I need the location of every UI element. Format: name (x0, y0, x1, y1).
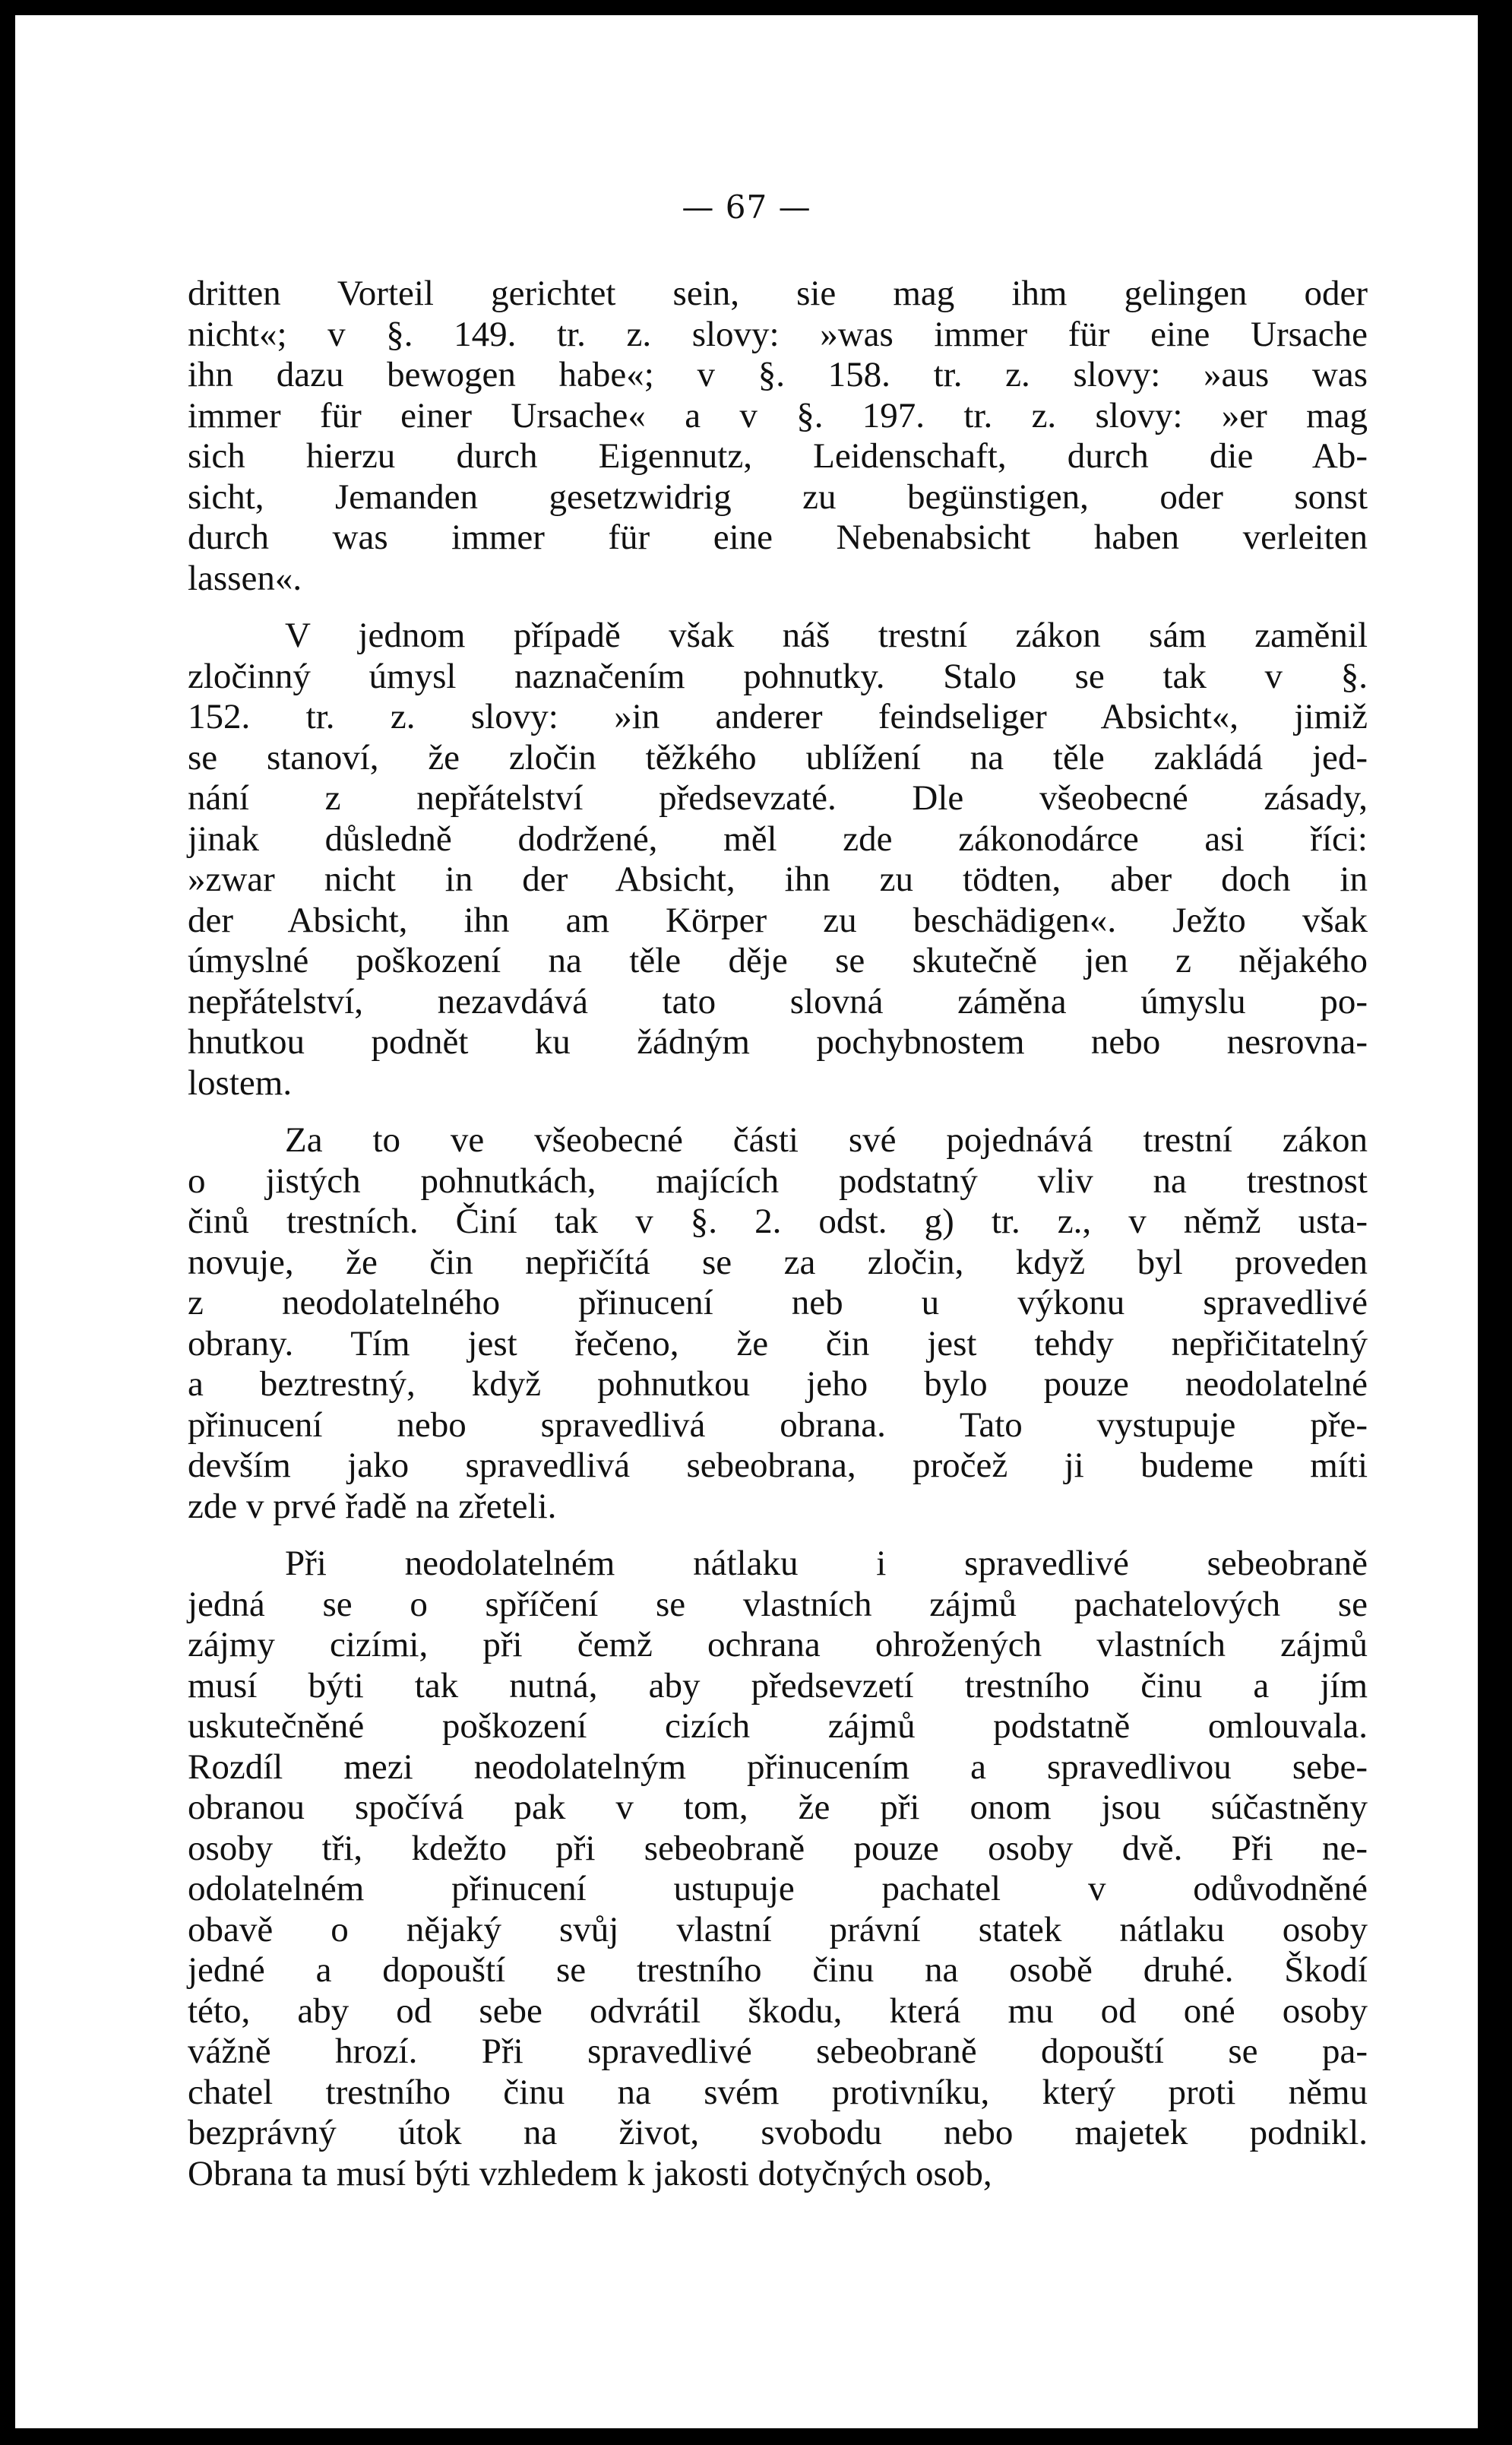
text-line: immer für einer Ursache« a v §. 197. tr. z. slovy: »er mag (188, 395, 1368, 435)
paragraph-gap (188, 599, 1368, 616)
text-line: jedná se o spříčení se vlastních zájmů pachatelových se (188, 1584, 1368, 1624)
text-line: »zwar nicht in der Absicht, ihn zu tödten, aber doch in (188, 860, 1368, 899)
text-line: 152. tr. z. slovy: »in anderer feindseliger Absicht«, jimiž (188, 697, 1368, 736)
text-line: V jednom případě však náš trestní zákon sám zaměnil (285, 616, 1368, 655)
text-line: zájmy cizími, při čemž ochrana ohrožených vlastních zájmů (188, 1625, 1368, 1664)
text-line: obrany. Tím jest řečeno, že čin jest tehdy nepřičitatelný (188, 1323, 1368, 1363)
text-line: přinucení nebo spravedlivá obrana. Tato vystupuje pře- (188, 1405, 1368, 1445)
text-line: nání z nepřátelství předsevzaté. Dle všeobecné zásady, (188, 778, 1368, 818)
text-line: dritten Vorteil gerichtet sein, sie mag ihm gelingen oder (188, 274, 1368, 313)
text-line: sich hierzu durch Eigennutz, Leidenschaft, durch die Ab- (188, 436, 1368, 476)
text-line: sicht, Jemanden gesetzwidrig zu begünstigen, oder sonst (188, 477, 1368, 517)
text-line: se stanoví, že zločin těžkého ublížení na těle zakládá jed- (188, 737, 1368, 778)
text-line: devším jako spravedlivá sebeobrana, pročež ji budeme míti (188, 1446, 1368, 1485)
text-line: der Absicht, ihn am Körper zu beschädigen«. Ježto však (188, 900, 1368, 940)
text-line: musí býti tak nutná, aby předsevzetí trestního činu a jím (188, 1665, 1368, 1705)
text-line: činů trestních. Činí tak v §. 2. odst. g) tr. z., v němž usta- (188, 1202, 1368, 1241)
text-line: Za to ve všeobecné části své pojednává trestní zákon (285, 1120, 1368, 1160)
text-line: Rozdíl mezi neodolatelným přinucením a spravedlivou sebe- (188, 1747, 1368, 1787)
text-line: a beztrestný, když pohnutkou jeho bylo pouze neodolatelné (188, 1364, 1368, 1404)
text-line: lassen«. (188, 558, 302, 598)
text-line: bezprávný útok na život, svobodu nebo majetek podnikl. (188, 2113, 1368, 2152)
text-line: o jistých pohnutkách, majících podstatný vliv na trestnost (188, 1161, 1368, 1201)
book-page (15, 15, 1478, 2428)
text-line: úmyslné poškození na těle děje se skutečně jen z nějakého (188, 941, 1368, 980)
text-line: novuje, že čin nepřičítá se za zločin, když byl proveden (188, 1242, 1368, 1282)
text-line: obranou spočívá pak v tom, že při onom jsou súčastněny (188, 1788, 1368, 1827)
text-line: osoby tři, kdežto při sebeobraně pouze osoby dvě. Při ne- (188, 1828, 1368, 1868)
text-line: obavě o nějaký svůj vlastní právní statek nátlaku osoby (188, 1909, 1368, 1949)
text-line: nepřátelství, nezavdává tato slovná záměna úmyslu po- (188, 981, 1368, 1021)
body-text (188, 274, 1368, 2194)
paragraph-gap (188, 1527, 1368, 1544)
paragraph (188, 616, 1368, 1104)
paragraph-gap (188, 1104, 1368, 1120)
paragraph (188, 274, 1368, 599)
text-line: lostem. (188, 1063, 293, 1103)
text-line: vážně hrozí. Při spravedlivé sebeobraně dopouští se pa- (188, 2032, 1368, 2071)
text-line: jedné a dopouští se trestního činu na osobě druhé. Škodí (188, 1950, 1368, 1990)
text-line: zde v prvé řadě na zřeteli. (188, 1486, 557, 1526)
text-line: jinak důsledně dodržené, měl zde zákonodárce asi říci: (188, 819, 1368, 859)
text-line: zločinný úmysl naznačením pohnutky. Stalo se tak v §. (188, 656, 1368, 696)
text-line: ihn dazu bewogen habe«; v §. 158. tr. z. slovy: »aus was (188, 355, 1368, 394)
text-line: této, aby od sebe odvrátil škodu, která mu od oné osoby (188, 1991, 1368, 2031)
text-line: uskutečněné poškození cizích zájmů podstatně omlouvala. (188, 1706, 1368, 1746)
text-line: Obrana ta musí býti vzhledem k jakosti dotyčných osob, (188, 2153, 992, 2193)
paragraph (188, 1544, 1368, 2194)
text-line: nicht«; v §. 149. tr. z. slovy: »was immer für eine Ursache (188, 314, 1368, 354)
text-line: Při neodolatelném nátlaku i spravedlivé sebeobraně (285, 1544, 1368, 1583)
text-line: durch was immer für eine Nebenabsicht haben verleiten (188, 518, 1368, 557)
paragraph (188, 1120, 1368, 1527)
text-line: chatel trestního činu na svém protivníku, který proti němu (188, 2072, 1368, 2112)
page-number: — 67 — (682, 188, 811, 226)
text-line: hnutkou podnět ku žádným pochybnostem nebo nesrovna- (188, 1022, 1368, 1062)
text-line: odolatelném přinucení ustupuje pachatel v odůvodněné (188, 1869, 1368, 1908)
text-line: z neodolatelného přinucení neb u výkonu spravedlivé (188, 1283, 1368, 1322)
